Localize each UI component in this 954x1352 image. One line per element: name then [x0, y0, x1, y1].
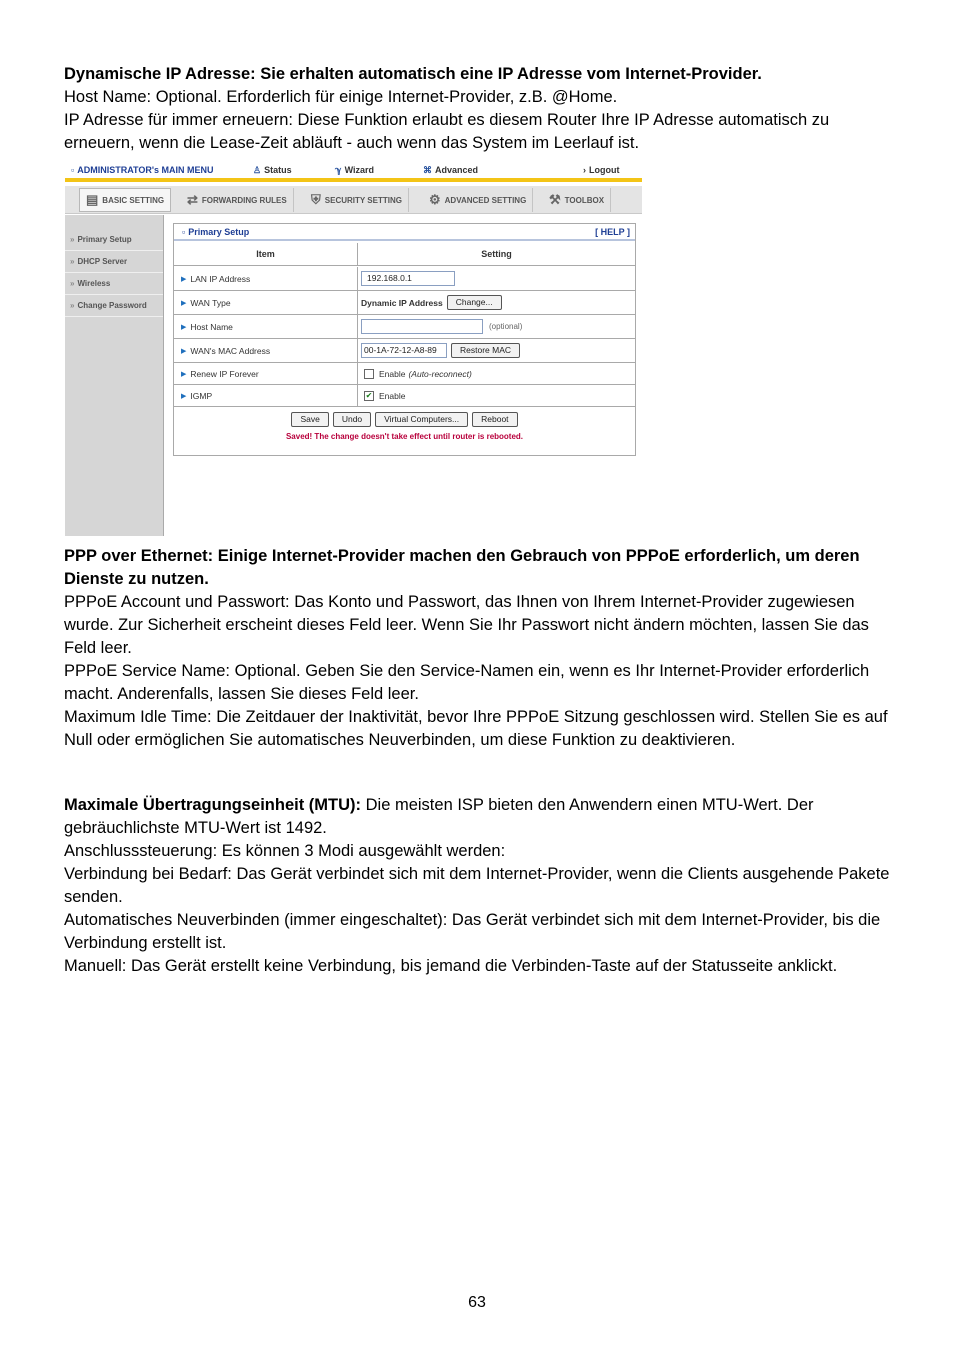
row-value [358, 315, 635, 338]
logout-link[interactable] [583, 165, 620, 175]
main-menu-label: ADMINISTRATOR's MAIN MENU [77, 165, 214, 175]
column-header-setting: Setting [358, 243, 635, 266]
wan-type-value: Dynamic IP Address [361, 297, 443, 308]
section-heading: PPP over Ethernet: Einige Internet-Provider machen den Gebrauch von PPPoE erforderlich, um deren Dienste zu nutzen. [64, 547, 860, 588]
paragraph: PPPoE Account und Passwort: Das Konto und Passwort, das Ihnen von Ihrem Internet-Provider zugewiesen wurde. Zur Sicherheit erscheint dieses Feld leer. Wenn Sie Ihr Passwort nicht ändern möchten, lassen Sie das Feld leer. [64, 593, 869, 657]
advanced-link[interactable] [423, 165, 478, 176]
router-screenshot [65, 160, 642, 536]
advanced-icon: ⌘ [423, 165, 432, 175]
row-igmp [174, 385, 635, 407]
row-label-text: Host Name [190, 321, 233, 332]
bullet-icon: » [70, 301, 75, 310]
wizard-link[interactable] [335, 165, 374, 176]
igmp-checkbox[interactable]: ✔ [365, 390, 373, 400]
triangle-right-icon: ▶ [181, 323, 187, 331]
bullet-icon: » [70, 257, 75, 266]
restore-mac-button[interactable]: Restore MAC [451, 343, 520, 358]
row-value [358, 363, 635, 384]
tab-label: ADVANCED SETTING [444, 195, 527, 205]
paragraph: Anschlusssteuerung: Es können 3 Modi ausgewählt werden: [64, 842, 506, 860]
tab-label: BASIC SETTING [102, 195, 165, 205]
logout-label: Logout [589, 165, 620, 175]
square-icon: ▫ [182, 227, 186, 237]
virtual-computers-button[interactable]: Virtual Computers... [375, 412, 468, 427]
panel-title-text: Primary Setup [188, 227, 250, 237]
router-tab-bar [65, 186, 642, 214]
person-icon: ♙ [253, 165, 262, 175]
tab-toolbox[interactable] [543, 188, 611, 212]
forwarding-icon: ⇄ [187, 192, 198, 207]
row-renew-ip [174, 363, 635, 385]
renew-ip-note: (Auto-reconnect) [408, 368, 472, 379]
host-name-input[interactable] [361, 319, 483, 334]
change-wan-type-button[interactable]: Change... [447, 295, 502, 310]
security-icon: ⛨ [311, 192, 321, 207]
sidebar-item-label: DHCP Server [77, 257, 128, 266]
wizard-label: Wizard [344, 165, 374, 175]
router-sidebar [65, 215, 164, 536]
row-wan-mac [174, 339, 635, 363]
tab-security-setting[interactable] [305, 188, 409, 212]
tab-label: FORWARDING RULES [201, 195, 287, 205]
row-label [174, 363, 358, 384]
section-pppoe [64, 545, 894, 752]
optional-hint: (optional) [489, 322, 523, 331]
advanced-label: Advanced [435, 165, 479, 175]
row-lan-ip [174, 267, 635, 291]
saved-message: Saved! The change doesn't take effect until router is rebooted. [285, 432, 524, 441]
row-label [174, 385, 358, 406]
page-number: 63 [468, 1294, 486, 1311]
sidebar-item-wireless[interactable] [65, 273, 163, 295]
reboot-button[interactable]: Reboot [472, 412, 517, 427]
sidebar-item-label: Change Password [77, 301, 147, 310]
section-heading: Dynamische IP Adresse: Sie erhalten automatisch eine IP Adresse vom Internet-Provider. [64, 65, 762, 83]
section-heading: Maximale Übertragungseinheit (MTU): [64, 796, 362, 814]
renew-ip-option: Enable [379, 368, 406, 379]
bullet-icon: » [70, 279, 75, 288]
paragraph [64, 794, 894, 840]
row-wan-type [174, 291, 635, 315]
triangle-right-icon: ▶ [181, 392, 187, 400]
row-label [174, 315, 358, 338]
panel-title [182, 227, 249, 237]
triangle-right-icon: ▶ [181, 275, 187, 283]
row-label-text: WAN Type [190, 297, 231, 308]
main-menu-link[interactable] [71, 165, 214, 175]
paragraph: Verbindung bei Bedarf: Das Gerät verbindet sich mit dem Internet-Provider, wenn die Clients ausgehende Pakete senden. [64, 865, 890, 906]
renew-ip-checkbox[interactable] [364, 369, 374, 379]
advanced-setting-icon: ⚙ [429, 192, 441, 207]
arrow-right-icon: › [583, 165, 586, 175]
paragraph: PPPoE Service Name: Optional. Geben Sie den Service-Namen ein, wenn es Ihr Internet-Provider erforderlich macht. Anderenfalls, lassen Sie dieses Feld leer. [64, 662, 870, 703]
primary-setup-panel [173, 223, 636, 456]
lan-ip-input[interactable]: 192.168.0.1 [361, 271, 455, 286]
status-link[interactable] [253, 165, 292, 176]
paragraph: Host Name: Optional. Erforderlich für einige Internet-Provider, z.B. @Home. [64, 88, 618, 106]
row-label-text: WAN's MAC Address [190, 345, 271, 356]
panel-header [174, 224, 635, 241]
wizard-icon: ℽ [335, 165, 342, 175]
row-value [358, 291, 635, 314]
save-button[interactable]: Save [291, 412, 328, 427]
router-top-bar [65, 160, 642, 182]
tab-forwarding-rules[interactable] [181, 188, 294, 212]
sidebar-item-primary-setup[interactable] [65, 229, 163, 251]
toolbox-icon: ⚒ [549, 192, 561, 207]
section-dynamic-ip [64, 63, 894, 155]
row-value [358, 339, 635, 362]
paragraph: IP Adresse für immer erneuern: Diese Funktion erlaubt es diesem Router Ihre IP Adresse automatisch zu erneuern, wenn die Lease-Zeit abläuft - auch wenn das System im Leerlauf ist. [64, 111, 830, 152]
sidebar-item-label: Primary Setup [77, 235, 132, 244]
paragraph: Manuell: Das Gerät erstellt keine Verbindung, bis jemand die Verbinden-Taste auf der Statusseite anklickt. [64, 957, 838, 975]
paragraph: Maximum Idle Time: Die Zeitdauer der Inaktivität, bevor Ihre PPPoE Sitzung geschlossen wird. Stellen Sie es auf Null oder ermöglichen Sie automatisches Neuverbinden, um diese Funktion zu deaktivieren. [64, 708, 888, 749]
bullet-icon: » [70, 235, 75, 244]
undo-button[interactable]: Undo [333, 412, 371, 427]
row-label-text: IGMP [190, 390, 213, 401]
square-icon: ▫ [71, 165, 75, 175]
row-value [358, 267, 635, 290]
help-link[interactable]: [ HELP ] [595, 227, 630, 237]
sidebar-item-label: Wireless [77, 279, 111, 288]
paragraph: Automatisches Neuverbinden (immer eingeschaltet): Das Gerät verbindet sich mit dem Internet-Provider, bis die Verbindung erstellt ist. [64, 911, 881, 952]
tab-label: SECURITY SETTING [324, 195, 402, 205]
wan-mac-input[interactable]: 00-1A-72-12-A8-89 [361, 343, 447, 358]
triangle-right-icon: ▶ [181, 347, 187, 355]
row-value [358, 385, 635, 406]
basic-setting-icon: ▤ [86, 192, 99, 207]
sidebar-item-dhcp-server[interactable] [65, 251, 163, 273]
row-host-name [174, 315, 635, 339]
row-label [174, 291, 358, 314]
status-label: Status [264, 165, 292, 175]
row-label [174, 267, 358, 290]
column-header-item: Item [174, 243, 358, 266]
section-mtu [64, 794, 894, 978]
triangle-right-icon: ▶ [181, 370, 187, 378]
igmp-option: Enable [379, 390, 406, 401]
row-label-text: LAN IP Address [190, 273, 251, 284]
row-label [174, 339, 358, 362]
tab-basic-setting[interactable] [79, 188, 171, 212]
tab-label: TOOLBOX [564, 195, 605, 205]
tab-advanced-setting[interactable] [423, 188, 533, 212]
triangle-right-icon: ▶ [181, 299, 187, 307]
heading-rest: Die meisten ISP bieten den Anwendern einen MTU-Wert. Der gebräuchlichste MTU-Wert ist 1492. [64, 796, 814, 837]
action-button-bar [174, 412, 635, 428]
row-label-text: Renew IP Forever [190, 368, 259, 379]
sidebar-item-change-password[interactable] [65, 295, 163, 317]
